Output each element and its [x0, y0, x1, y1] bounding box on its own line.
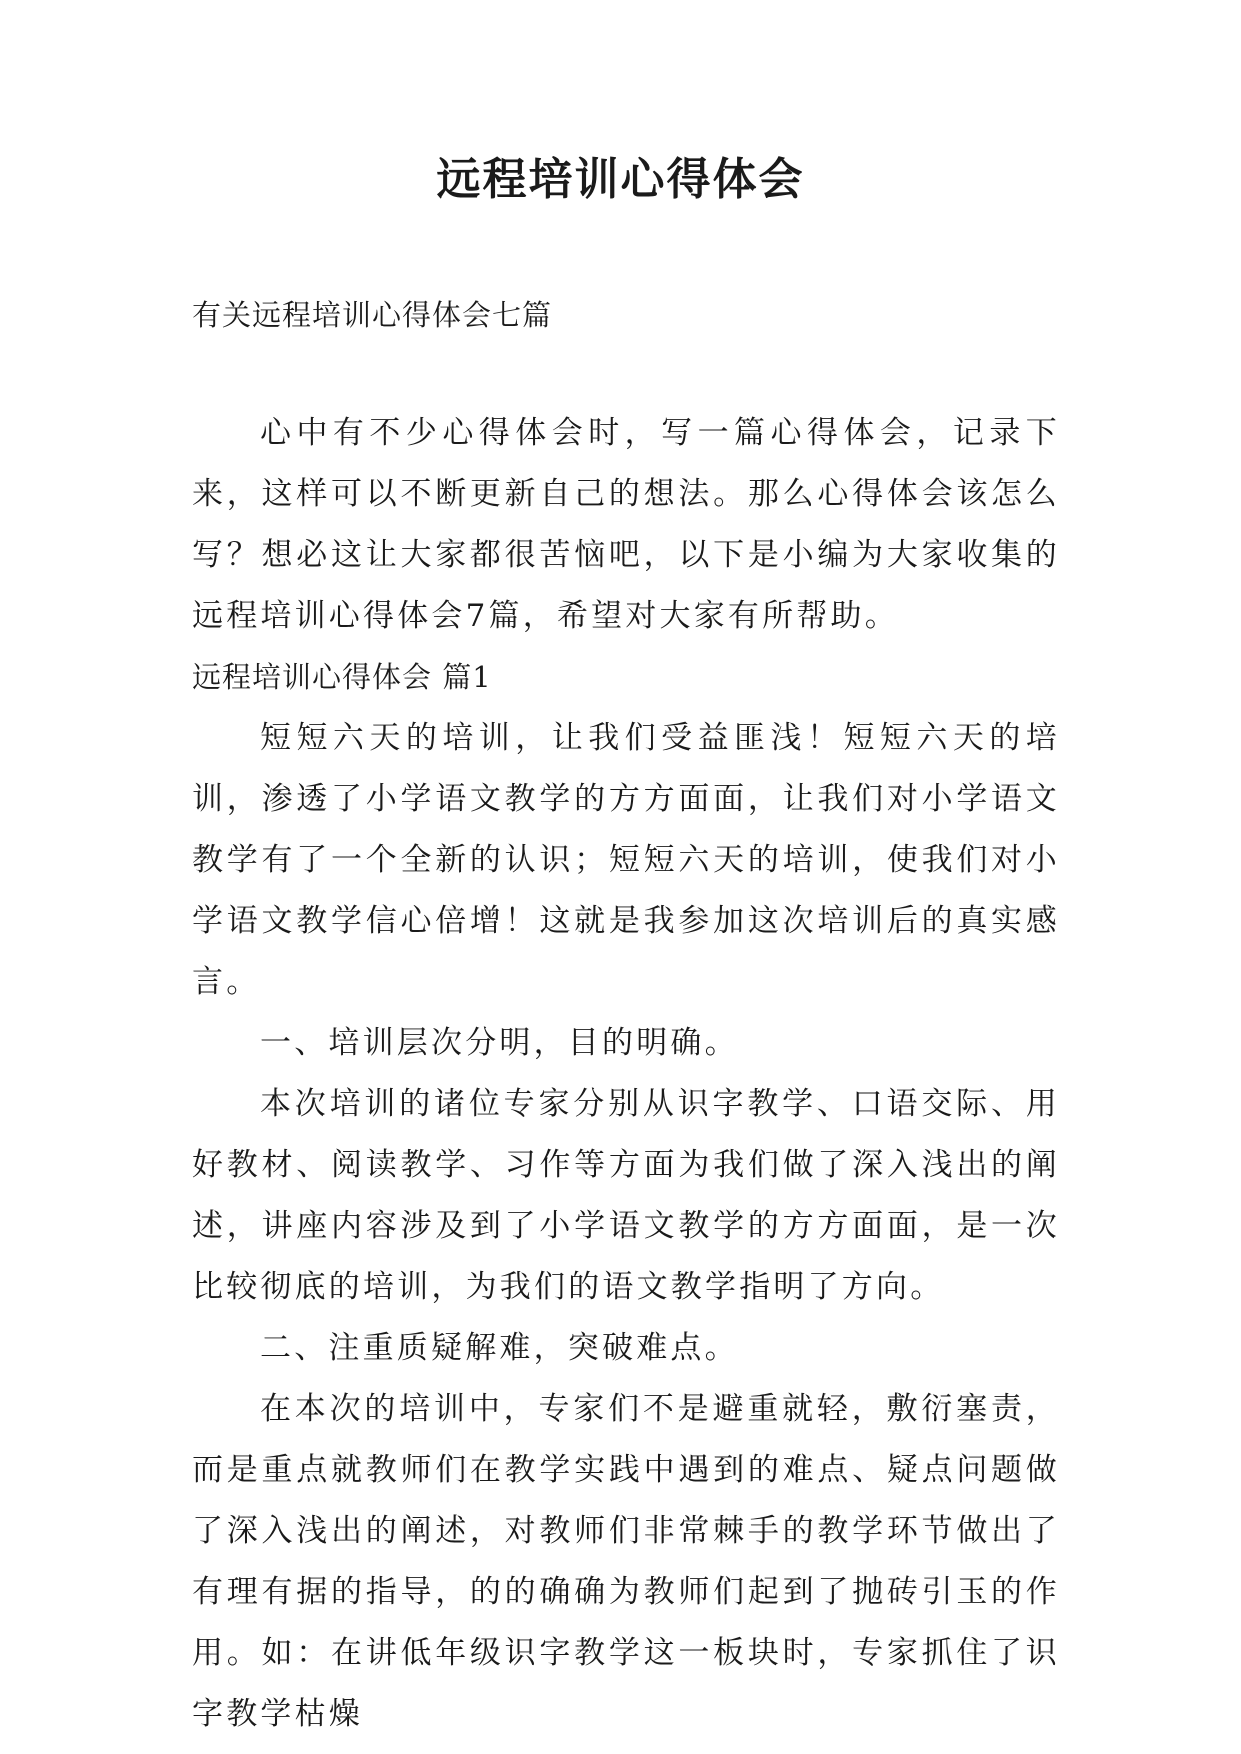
- subheading: 二、注重质疑解难，突破难点。: [260, 1330, 739, 1366]
- subheading: 一、培训层次分明，目的明确。: [260, 1025, 739, 1061]
- document-subtitle: 有关远程培训心得体会七篇: [192, 298, 553, 332]
- section-heading: 远程培训心得体会 篇1: [192, 660, 492, 694]
- document-body: [192, 403, 1060, 1745]
- document-title: 远程培训心得体会: [436, 154, 805, 205]
- paragraph-intro: 心中有不少心得体会时，写一篇心得体会，记录下来，这样可以不断更新自己的想法。那么心得体会该怎么写？想必这让大家都很苦恼吧，以下是小编为大家收集的远程培训心得体会7篇，希望对大家有所帮助。: [192, 415, 1060, 634]
- paragraph: 短短六天的培训，让我们受益匪浅！短短六天的培训，渗透了小学语文教学的方方面面，让我们对小学语文教学有了一个全新的认识；短短六天的培训，使我们对小学语文教学信心倍增！这就是我参加这次培训后的真实感言。: [192, 720, 1060, 1000]
- paragraph: 在本次的培训中，专家们不是避重就轻，敷衍塞责，而是重点就教师们在教学实践中遇到的难点、疑点问题做了深入浅出的阐述，对教师们非常棘手的教学环节做出了有理有据的指导，的的确确为教师们起到了抛砖引玉的作用。如：在讲低年级识字教学这一板块时，专家抓住了识字教学枯燥: [192, 1391, 1060, 1732]
- paragraph: 本次培训的诸位专家分别从识字教学、口语交际、用好教材、阅读教学、习作等方面为我们做了深入浅出的阐述，讲座内容涉及到了小学语文教学的方方面面，是一次比较彻底的培训，为我们的语文教学指明了方向。: [192, 1086, 1060, 1305]
